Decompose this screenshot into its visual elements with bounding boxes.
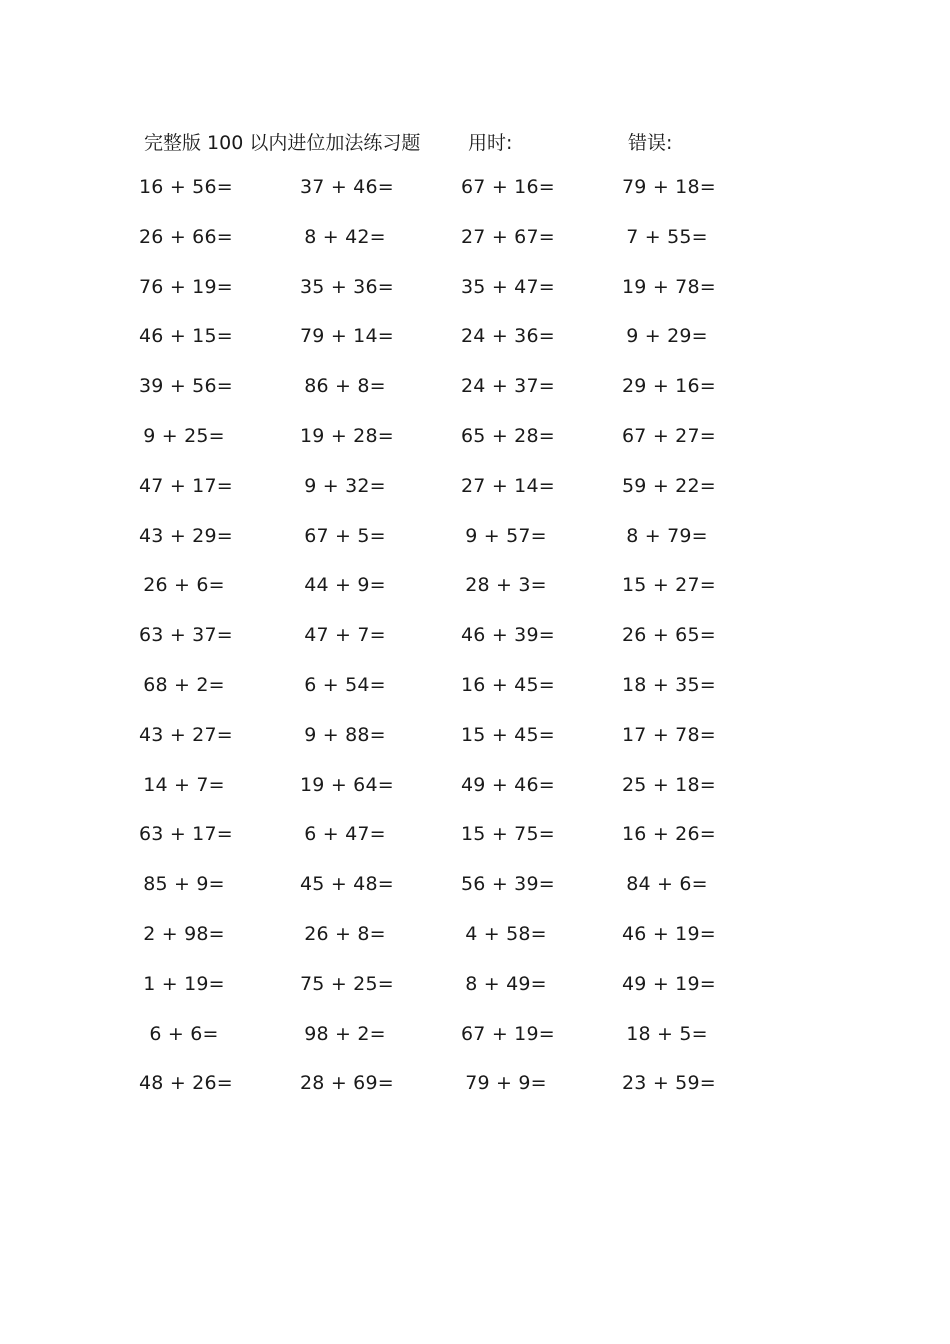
time-label: 用时: — [468, 132, 513, 154]
problem: 6 + 47= — [304, 823, 386, 846]
problem: 35 + 47= — [461, 275, 555, 298]
problem: 79 + 18= — [622, 176, 716, 198]
problem-row — [0, 674, 950, 724]
problem: 63 + 37= — [139, 624, 233, 647]
problem: 43 + 29= — [139, 524, 233, 547]
problem: 85 + 9= — [143, 873, 225, 896]
problem-row — [0, 276, 950, 326]
problem: 19 + 78= — [622, 275, 716, 298]
problem: 49 + 19= — [622, 972, 716, 995]
problem: 19 + 64= — [300, 773, 394, 796]
problem: 7 + 55= — [626, 225, 708, 248]
problem: 46 + 19= — [622, 922, 716, 945]
problem: 67 + 16= — [461, 176, 555, 198]
problem: 8 + 42= — [304, 225, 386, 248]
problem-row — [0, 375, 950, 425]
problem-row — [0, 574, 950, 624]
problem: 9 + 57= — [465, 524, 547, 547]
problem: 67 + 19= — [461, 1022, 555, 1045]
problem-row — [0, 226, 950, 276]
problem: 79 + 9= — [465, 1072, 547, 1095]
problem: 15 + 27= — [622, 574, 716, 597]
problem: 9 + 32= — [304, 474, 386, 497]
problem: 4 + 58= — [465, 922, 547, 945]
problem: 25 + 18= — [622, 773, 716, 796]
problem: 35 + 36= — [300, 275, 394, 298]
problem: 26 + 65= — [622, 624, 716, 647]
problem: 26 + 8= — [304, 922, 386, 945]
problem: 37 + 46= — [300, 176, 394, 198]
problem: 9 + 25= — [143, 424, 225, 447]
problem: 59 + 22= — [622, 474, 716, 497]
problem: 68 + 2= — [143, 673, 225, 696]
problem: 76 + 19= — [139, 275, 233, 298]
problem: 16 + 26= — [622, 823, 716, 846]
problem: 43 + 27= — [139, 723, 233, 746]
problem: 8 + 49= — [465, 972, 547, 995]
problem: 16 + 45= — [461, 673, 555, 696]
problem: 48 + 26= — [139, 1072, 233, 1095]
problem-row — [0, 475, 950, 525]
problem: 49 + 46= — [461, 773, 555, 796]
problem: 8 + 79= — [626, 524, 708, 547]
problem: 16 + 56= — [139, 176, 233, 198]
problem: 65 + 28= — [461, 424, 555, 447]
problem: 46 + 39= — [461, 624, 555, 647]
problem: 39 + 56= — [139, 375, 233, 398]
problem: 27 + 14= — [461, 474, 555, 497]
problem: 24 + 37= — [461, 375, 555, 398]
problem: 56 + 39= — [461, 873, 555, 896]
problem: 26 + 66= — [139, 225, 233, 248]
problem: 23 + 59= — [622, 1072, 716, 1095]
problem-row — [0, 1023, 950, 1073]
problem: 19 + 28= — [300, 424, 394, 447]
problem: 17 + 78= — [622, 723, 716, 746]
worksheet-title: 完整版 100 以内进位加法练习题 — [144, 132, 421, 154]
problem: 45 + 48= — [300, 873, 394, 896]
problem: 67 + 27= — [622, 424, 716, 447]
problem: 44 + 9= — [304, 574, 386, 597]
error-label: 错误: — [628, 132, 673, 154]
problem-row — [0, 873, 950, 923]
problem: 27 + 67= — [461, 225, 555, 248]
problem: 79 + 14= — [300, 325, 394, 348]
problem: 14 + 7= — [143, 773, 225, 796]
problem-row — [0, 973, 950, 1023]
problem: 84 + 6= — [626, 873, 708, 896]
problem: 26 + 6= — [143, 574, 225, 597]
problem-grid — [0, 176, 950, 1122]
problem: 1 + 19= — [143, 972, 225, 995]
problem: 9 + 29= — [626, 325, 708, 348]
problem-row — [0, 823, 950, 873]
problem: 9 + 88= — [304, 723, 386, 746]
problem: 63 + 17= — [139, 823, 233, 846]
problem-row — [0, 774, 950, 824]
problem-row — [0, 624, 950, 674]
problem-row — [0, 176, 950, 226]
problem: 2 + 98= — [143, 922, 225, 945]
problem: 15 + 45= — [461, 723, 555, 746]
worksheet-header — [0, 128, 950, 158]
problem: 28 + 3= — [465, 574, 547, 597]
problem: 6 + 54= — [304, 673, 386, 696]
problem: 18 + 35= — [622, 673, 716, 696]
problem: 24 + 36= — [461, 325, 555, 348]
problem-row — [0, 325, 950, 375]
problem: 29 + 16= — [622, 375, 716, 398]
problem: 75 + 25= — [300, 972, 394, 995]
problem-row — [0, 923, 950, 973]
problem: 67 + 5= — [304, 524, 386, 547]
problem: 47 + 17= — [139, 474, 233, 497]
problem: 47 + 7= — [304, 624, 386, 647]
problem: 6 + 6= — [149, 1022, 219, 1045]
problem: 98 + 2= — [304, 1022, 386, 1045]
problem-row — [0, 525, 950, 575]
problem: 46 + 15= — [139, 325, 233, 348]
problem: 18 + 5= — [626, 1022, 708, 1045]
problem: 86 + 8= — [304, 375, 386, 398]
problem: 15 + 75= — [461, 823, 555, 846]
problem-row — [0, 1072, 950, 1122]
problem-row — [0, 425, 950, 475]
problem: 28 + 69= — [300, 1072, 394, 1095]
problem-row — [0, 724, 950, 774]
